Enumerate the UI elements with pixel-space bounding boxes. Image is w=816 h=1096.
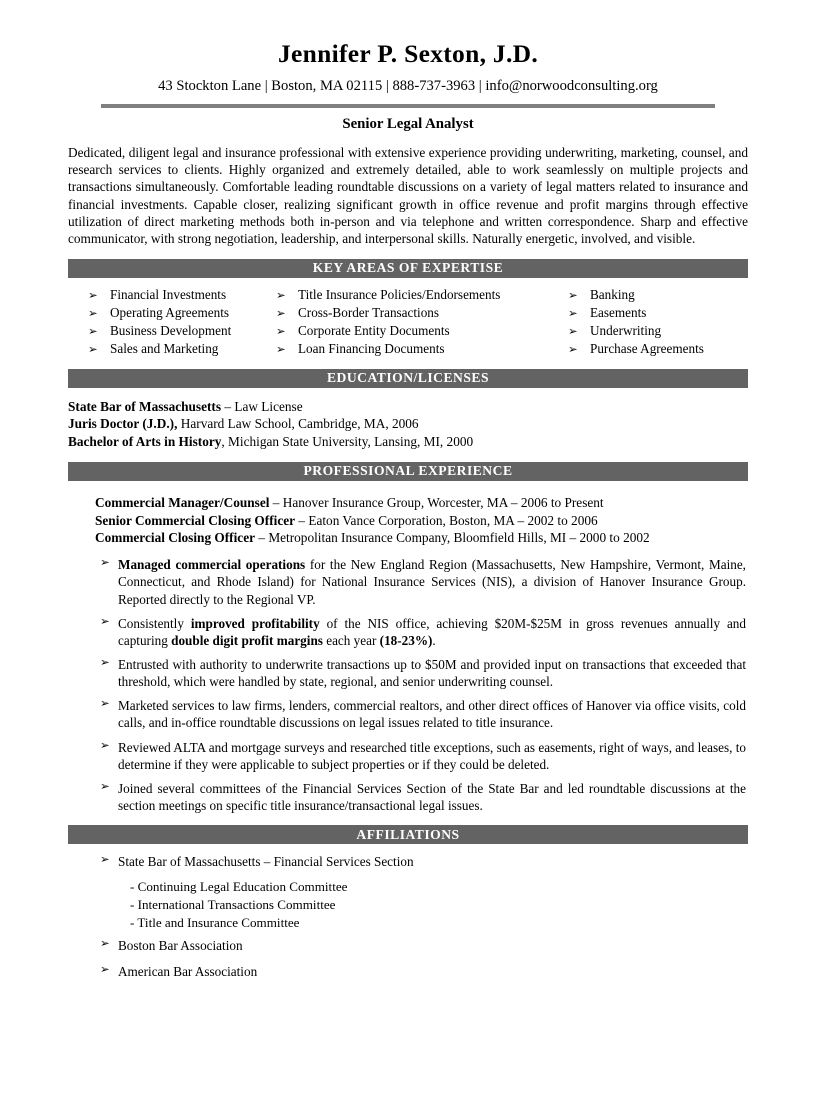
arrow-bullet-icon: ➢ (100, 963, 110, 976)
education-entry-detail: – Law License (221, 398, 303, 414)
experience-bullet (100, 780, 746, 814)
arrow-bullet-icon: ➢ (88, 325, 98, 338)
arrow-bullet-icon: ➢ (100, 657, 110, 669)
expertise-item-label: Operating Agreements (110, 304, 230, 320)
expertise-item (88, 322, 272, 340)
experience-bullet (100, 656, 746, 690)
bullet-emphasis: (18-23%) (379, 632, 433, 648)
expertise-item (88, 304, 272, 322)
expertise-item-label: Corporate Entity Documents (298, 322, 450, 338)
experience-bullet-text (118, 739, 746, 773)
professional-summary: Dedicated, diligent legal and insurance professional with extensive experience providing underwriting, marketing, counsel, and research services to clients. Highly organized and extremely detailed, able to work seamlessly on multiple projects and transactions simultaneously. Comfortable leading roundtable discussions on a variety of legal matters related to insurance and financial investments. Capable closer, realizing significant growth in office revenue and profit margins through effective utilization of direct marketing methods both in-person and via telephone and written correspondence. Sharp and effective communicator, with strong negotiation, leadership, and interpersonal skills. Naturally energetic, involved, and visible. (68, 144, 748, 247)
bullet-segment: . (432, 632, 436, 648)
arrow-bullet-icon: ➢ (100, 938, 110, 951)
education-entry (68, 415, 748, 433)
section-header-expertise: KEY AREAS OF EXPERTISE (68, 259, 748, 278)
affiliation-label: American Bar Association (118, 963, 258, 979)
expertise-item (88, 286, 272, 304)
expertise-item (568, 286, 746, 304)
expertise-item-label: Financial Investments (110, 286, 227, 302)
expertise-item (568, 340, 746, 358)
job-entry-detail: – Metropolitan Insurance Company, Bloomfield Hills, MI – 2000 to 2002 (255, 530, 650, 546)
education-list (68, 398, 748, 451)
affiliation-subitem: - International Transactions Committee (130, 897, 336, 913)
contact-line: 43 Stockton Lane | Boston, MA 02115 | 888-737-3963 | info@norwoodconsulting.org (158, 78, 658, 95)
arrow-bullet-icon: ➢ (100, 615, 110, 628)
expertise-item (568, 304, 746, 322)
job-target-title: Senior Legal Analyst (342, 115, 474, 132)
education-entry-title: Bachelor of Arts in History (68, 434, 222, 450)
affiliation-item (100, 963, 746, 980)
candidate-name: Jennifer P. Sexton, J.D. (277, 39, 539, 68)
affiliation-subitem: - Continuing Legal Education Committee (130, 879, 348, 895)
experience-bullet-list (100, 556, 746, 814)
experience-bullet-text (118, 615, 746, 649)
arrow-bullet-icon: ➢ (276, 343, 286, 356)
header-divider (101, 104, 715, 108)
experience-bullet-text (118, 780, 746, 814)
expertise-item-label: Easements (590, 304, 647, 320)
expertise-columns (68, 286, 748, 358)
experience-bullet (100, 615, 746, 649)
expertise-item-label: Underwriting (590, 322, 662, 338)
arrow-bullet-icon: ➢ (568, 343, 578, 356)
arrow-bullet-icon: ➢ (276, 325, 286, 338)
arrow-bullet-icon: ➢ (100, 557, 110, 570)
affiliation-item (100, 853, 746, 870)
education-entry (68, 398, 748, 416)
bullet-segment: of the NIS office, achieving $20M-$25M in gross revenues annually and capturing (118, 615, 746, 648)
expertise-item-label: Purchase Agreements (590, 340, 704, 356)
experience-bullet-text (118, 556, 746, 607)
affiliation-subitems (130, 878, 746, 931)
job-titles-list (95, 494, 748, 547)
experience-bullet-text (118, 697, 746, 731)
arrow-bullet-icon: ➢ (100, 854, 110, 867)
arrow-bullet-icon: ➢ (88, 343, 98, 356)
arrow-bullet-icon: ➢ (100, 739, 110, 752)
job-entry (95, 494, 748, 512)
expertise-item-label: Loan Financing Documents (298, 340, 445, 356)
arrow-bullet-icon: ➢ (568, 307, 578, 320)
experience-bullet-text (118, 656, 746, 690)
expertise-item (276, 340, 568, 358)
job-entry-title: Senior Commercial Closing Officer (95, 512, 296, 528)
expertise-item (276, 304, 568, 322)
bullet-segment: Reviewed ALTA and mortgage surveys and researched title exceptions, such as easements, right of ways, and leases, to determine if they were applicable to subject properties or if they could be deleted. (118, 739, 746, 772)
education-entry-title: State Bar of Massachusetts (68, 398, 222, 414)
expertise-item-label: Sales and Marketing (110, 340, 219, 356)
bullet-segment: each year (322, 632, 380, 648)
arrow-bullet-icon: ➢ (276, 307, 286, 320)
expertise-item-label: Business Development (110, 322, 232, 338)
bullet-emphasis: Managed commercial operations (118, 557, 306, 573)
affiliations-list (100, 853, 746, 979)
job-entry (95, 529, 748, 547)
arrow-bullet-icon: ➢ (100, 780, 110, 793)
bullet-segment: for the New England Region (Massachusetts, New Hampshire, Vermont, Maine, Connecticut, and Rhode Island) for National Insurance Services (NIS), a division of Hanover Insurance Group. Reported directly to the Regional VP. (118, 557, 746, 607)
bullet-segment: Consistently (118, 615, 191, 631)
bullet-segment: Marketed services to law firms, lenders, commercial realtors, and other direct offices of Hanover via office visits, cold calls, and in-office roundtable discussions on legal issues related to title insurance. (118, 698, 746, 731)
education-entry (68, 433, 748, 451)
arrow-bullet-icon: ➢ (100, 698, 110, 711)
affiliation-item (100, 937, 746, 954)
affiliation-subitem: - Title and Insurance Committee (130, 914, 300, 930)
bullet-emphasis: double digit profit margins (171, 632, 323, 648)
expertise-column-2 (272, 286, 568, 358)
job-entry-detail: – Eaton Vance Corporation, Boston, MA – 2002 to 2006 (295, 512, 598, 528)
education-entry-detail: , Michigan State University, Lansing, MI, 2000 (221, 434, 474, 450)
expertise-item-label: Banking (590, 286, 635, 302)
expertise-item (568, 322, 746, 340)
experience-bullet (100, 556, 746, 607)
education-entry-title: Juris Doctor (J.D.), (68, 416, 178, 432)
expertise-item-label: Cross-Border Transactions (298, 304, 440, 320)
arrow-bullet-icon: ➢ (88, 307, 98, 320)
bullet-emphasis: improved profitability (190, 615, 320, 631)
expertise-column-1 (68, 286, 272, 358)
expertise-item-label: Title Insurance Policies/Endorsements (298, 286, 501, 302)
job-entry (95, 512, 748, 530)
section-header-education: EDUCATION/LICENSES (68, 369, 748, 388)
section-header-experience: PROFESSIONAL EXPERIENCE (68, 462, 748, 481)
expertise-item (88, 340, 272, 358)
affiliation-label: State Bar of Massachusetts – Financial Services Section (118, 854, 414, 870)
bullet-segment: Joined several committees of the Financial Services Section of the State Bar and led roundtable discussions at the section meetings on specific title insurance/transactional legal issues. (118, 780, 746, 814)
expertise-item (276, 322, 568, 340)
experience-bullet (100, 739, 746, 773)
expertise-column-3 (568, 286, 746, 358)
resume-page (0, 40, 816, 1096)
job-entry-title: Commercial Closing Officer (95, 530, 256, 546)
job-entry-title: Commercial Manager/Counsel (95, 494, 270, 510)
section-header-affiliations: AFFILIATIONS (68, 825, 748, 844)
arrow-bullet-icon: ➢ (568, 325, 578, 338)
affiliation-label: Boston Bar Association (118, 938, 243, 954)
experience-bullet (100, 697, 746, 731)
arrow-bullet-icon: ➢ (568, 289, 578, 302)
arrow-bullet-icon: ➢ (276, 289, 286, 302)
bullet-segment: Entrusted with authority to underwrite transactions up to $50M and provided input on transactions that exceeded that threshold, which were handled by state, regional, and senior underwriting counsel. (118, 657, 746, 690)
education-entry-detail: Harvard Law School, Cambridge, MA, 2006 (177, 416, 419, 432)
expertise-item (276, 286, 568, 304)
arrow-bullet-icon: ➢ (88, 289, 98, 302)
job-entry-detail: – Hanover Insurance Group, Worcester, MA – 2006 to Present (269, 494, 604, 510)
